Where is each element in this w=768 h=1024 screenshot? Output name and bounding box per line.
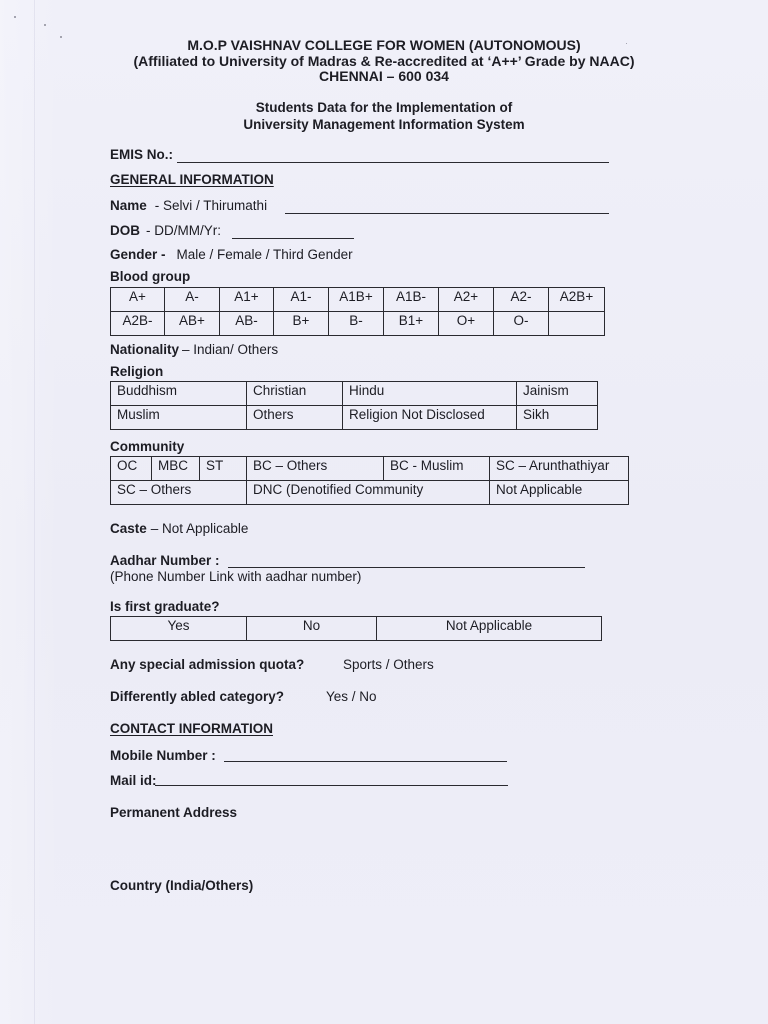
community-cell: DNC (Denotified Community: [247, 481, 490, 505]
aadhar-note: (Phone Number Link with aadhar number): [110, 569, 362, 584]
first-graduate-label: Is first graduate?: [110, 599, 220, 614]
permanent-address-label: Permanent Address: [110, 805, 238, 820]
religion-cell: Others: [247, 406, 343, 430]
table-row: [111, 382, 598, 406]
blood-group-cell: A2-: [494, 288, 549, 312]
religion-cell: Muslim: [111, 406, 247, 430]
scan-speck: [44, 24, 46, 26]
differently-abled-value: Yes / No: [326, 689, 377, 704]
general-info-heading: GENERAL INFORMATION: [110, 172, 274, 187]
blood-group-cell: A2B+: [549, 288, 605, 312]
caste-value: – Not Applicable: [150, 521, 249, 536]
blood-group-cell: A1B+: [329, 288, 384, 312]
name-blank-line: [285, 213, 609, 214]
differently-abled-label: Differently abled category?: [110, 689, 285, 704]
first-graduate-option: Yes: [111, 617, 247, 641]
mail-id-blank-line: [155, 785, 508, 786]
dob-blank-line: [232, 238, 354, 239]
emis-blank-line: [177, 162, 609, 163]
special-quota-value: Sports / Others: [343, 657, 434, 672]
country-label: Country (India/Others): [110, 878, 254, 893]
nationality-label: Nationality: [110, 342, 180, 357]
community-cell: Not Applicable: [490, 481, 629, 505]
table-row: [111, 312, 605, 336]
college-affiliation: (Affiliated to University of Madras & Re-accredited at ‘A++’ Grade by NAAC): [133, 53, 635, 69]
table-row: [111, 288, 605, 312]
first-graduate-option: No: [247, 617, 377, 641]
blood-group-cell-empty: [549, 312, 605, 336]
religion-cell: Buddhism: [111, 382, 247, 406]
caste-label: Caste: [110, 521, 147, 536]
religion-cell: Religion Not Disclosed: [343, 406, 517, 430]
dob-row: [110, 223, 221, 239]
community-cell: SC – Arunthathiyar: [490, 457, 629, 481]
blood-group-cell: A1B-: [384, 288, 439, 312]
blood-group-cell: B-: [329, 312, 384, 336]
emis-label: EMIS No.:: [110, 147, 173, 162]
table-row: [111, 617, 602, 641]
scan-fold-line: [34, 0, 35, 1024]
blood-group-cell: O-: [494, 312, 549, 336]
dob-value: - DD/MM/Yr:: [146, 223, 221, 238]
religion-cell: Sikh: [517, 406, 598, 430]
blood-group-cell: AB-: [220, 312, 274, 336]
religion-cell: Hindu: [343, 382, 517, 406]
community-cell: BC – Others: [247, 457, 384, 481]
blood-group-cell: O+: [439, 312, 494, 336]
blood-group-cell: A+: [111, 288, 165, 312]
mail-id-label: Mail id:: [110, 773, 157, 788]
blood-group-cell: A2B-: [111, 312, 165, 336]
religion-cell: Christian: [247, 382, 343, 406]
blood-group-cell: A1-: [274, 288, 329, 312]
gender-row: [110, 247, 353, 263]
aadhar-blank-line: [228, 567, 585, 568]
college-city: CHENNAI – 600 034: [319, 68, 449, 84]
scan-speck: [14, 16, 16, 18]
community-cell: SC – Others: [111, 481, 247, 505]
blood-group-label: Blood group: [110, 269, 191, 284]
mobile-number-blank-line: [224, 761, 507, 762]
religion-table: [110, 381, 598, 430]
community-label: Community: [110, 439, 185, 454]
gender-label: Gender -: [110, 247, 166, 262]
aadhar-label: Aadhar Number :: [110, 553, 220, 568]
community-cell: MBC: [152, 457, 200, 481]
nationality-row: [110, 342, 278, 358]
college-name: M.O.P VAISHNAV COLLEGE FOR WOMEN (AUTONOMOUS): [187, 37, 581, 53]
community-table: [110, 456, 629, 505]
name-label: Name: [110, 198, 147, 213]
form-subtitle-line1: Students Data for the Implementation of: [255, 100, 513, 115]
blood-group-cell: AB+: [165, 312, 220, 336]
religion-cell: Jainism: [517, 382, 598, 406]
name-row: [110, 198, 267, 214]
religion-label: Religion: [110, 364, 164, 379]
name-value: - Selvi / Thirumathi: [154, 198, 268, 213]
blood-group-table: [110, 287, 605, 336]
dob-label: DOB: [110, 223, 140, 238]
community-cell: BC - Muslim: [384, 457, 490, 481]
blood-group-cell: A-: [165, 288, 220, 312]
contact-info-heading: CONTACT INFORMATION: [110, 721, 273, 736]
table-row: [111, 481, 629, 505]
table-row: [111, 457, 629, 481]
blood-group-cell: B+: [274, 312, 329, 336]
community-cell: OC: [111, 457, 152, 481]
caste-row: [110, 521, 248, 537]
mobile-number-label: Mobile Number :: [110, 748, 216, 763]
first-graduate-option: Not Applicable: [377, 617, 602, 641]
blood-group-cell: B1+: [384, 312, 439, 336]
blood-group-cell: A2+: [439, 288, 494, 312]
community-cell: ST: [200, 457, 247, 481]
nationality-value: – Indian/ Others: [182, 342, 279, 357]
special-quota-label: Any special admission quota?: [110, 657, 305, 672]
gender-value: Male / Female / Third Gender: [176, 247, 353, 262]
first-graduate-table: [110, 616, 602, 641]
table-row: [111, 406, 598, 430]
form-subtitle-line2: University Management Information System: [243, 117, 525, 132]
blood-group-cell: A1+: [220, 288, 274, 312]
